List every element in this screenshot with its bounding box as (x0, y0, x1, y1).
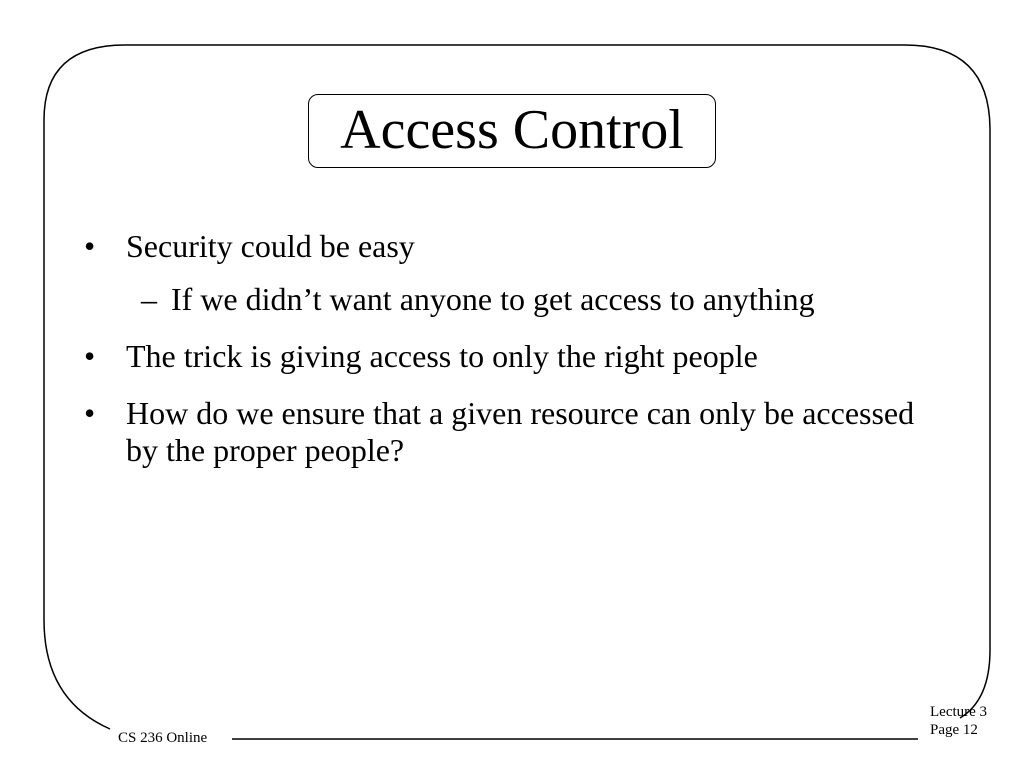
sub-bullet-marker: – (141, 281, 157, 317)
bullet-list (84, 228, 934, 469)
bullet-item (84, 338, 934, 375)
sub-bullet-item (84, 281, 934, 318)
footer-page: Page 12 (930, 722, 978, 738)
sub-bullet-text: If we didn’t want anyone to get access to anything (171, 281, 815, 317)
bullet-marker: • (84, 395, 96, 431)
footer-lecture: Lecture 3 (930, 704, 988, 720)
footer-page-info (930, 703, 987, 739)
bullet-text: How do we ensure that a given resource can only be accessed by the proper people? (126, 395, 915, 468)
bullet-item (84, 395, 934, 469)
bullet-marker: • (84, 228, 96, 264)
slide-title: Access Control (340, 99, 684, 161)
bullet-text: The trick is giving access to only the right people (126, 338, 758, 374)
bullet-marker: • (84, 338, 96, 374)
title-box (308, 94, 716, 168)
bullet-item (84, 228, 934, 265)
footer-course: CS 236 Online (118, 730, 208, 746)
bullet-text: Security could be easy (126, 228, 415, 264)
